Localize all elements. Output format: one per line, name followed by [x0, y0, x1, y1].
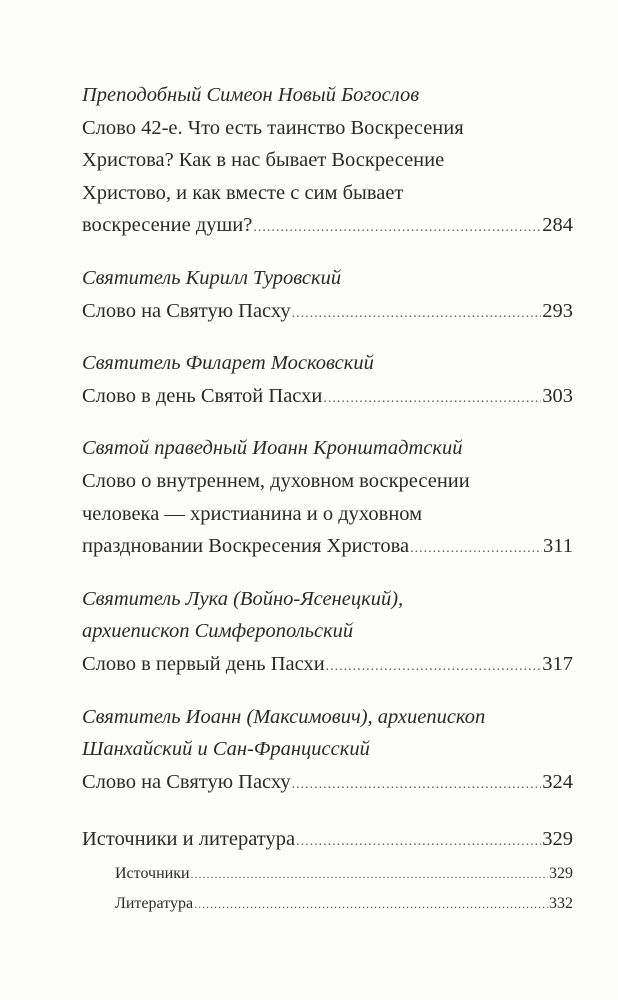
sources-title: Источники и литература [82, 828, 296, 851]
entry-title-leader[interactable] [82, 295, 573, 331]
entry-author: Святитель Лука (Войно-Ясенецкий), [82, 587, 404, 610]
entry-title-leader[interactable] [82, 648, 573, 684]
dot-leader [292, 298, 542, 331]
toc-entry [82, 583, 573, 684]
entry-title-line: Христова? Как в нас бывает Воскресение [82, 149, 445, 172]
page-number: 324 [542, 770, 573, 793]
entry-title-leader[interactable] [82, 380, 573, 416]
page-number: 293 [542, 299, 573, 322]
toc-entry [82, 262, 573, 330]
entry-title-line: Слово 42-е. Что есть таинство Воскресения [82, 116, 464, 139]
entry-title-line: человека — христианина и о духовном [82, 502, 423, 525]
sources-subentry[interactable] [82, 859, 573, 889]
sources-subentry[interactable] [82, 889, 573, 919]
toc-entry [82, 79, 573, 245]
page-number: 329 [549, 864, 573, 882]
entry-title-line: Слово на Святую Пасху [82, 299, 291, 322]
entry-title-line: Слово на Святую Пасху [82, 770, 291, 793]
entry-author: Святитель Иоанн (Максимович), архиепископ [82, 705, 486, 728]
dot-leader [194, 889, 548, 919]
dot-leader [191, 859, 548, 889]
entry-author: Святитель Кирилл Туровский [82, 266, 342, 289]
entry-title-line: воскресение души? [82, 214, 253, 237]
entry-author: Святитель Филарет Московский [82, 352, 374, 375]
sources-entry[interactable] [82, 823, 573, 859]
page-number: 332 [549, 894, 573, 912]
subentry-title: Литература [115, 894, 194, 912]
entry-author: Шанхайский и Сан-Францисский [82, 738, 370, 761]
toc-entry [82, 701, 573, 802]
toc-entry [82, 432, 573, 565]
dot-leader [292, 769, 542, 802]
subentry-title: Источники [115, 864, 190, 882]
page-number: 284 [542, 214, 573, 237]
page-number: 303 [542, 384, 573, 407]
entry-title-line: Слово в первый день Пасхи [82, 652, 325, 675]
dot-leader [323, 383, 541, 416]
entry-title-line: праздновании Воскресения Христова [82, 535, 410, 558]
entry-author: Святой праведный Иоанн Кронштадтский [82, 437, 463, 460]
entry-title-line: Христово, и как вместе с сим бывает [82, 181, 404, 204]
entry-title-line: Слово о внутреннем, духовном воскресении [82, 469, 470, 492]
entry-title-leader[interactable] [82, 530, 573, 566]
entry-author: архиепископ Симферопольский [82, 620, 354, 643]
toc-entry [82, 347, 573, 415]
page-number: 329 [542, 828, 573, 851]
page-number: 311 [543, 535, 573, 558]
dot-leader [410, 533, 542, 566]
dot-leader [326, 651, 542, 684]
entry-title-leader[interactable] [82, 766, 573, 802]
dot-leader [253, 212, 541, 245]
entry-title-leader[interactable] [82, 209, 573, 245]
page-number: 317 [542, 652, 573, 675]
sources-section [82, 823, 573, 919]
table-of-contents [82, 79, 573, 936]
entry-title-line: Слово в день Святой Пасхи [82, 384, 323, 407]
entry-author: Преподобный Симеон Новый Богослов [82, 84, 420, 106]
dot-leader [296, 826, 541, 859]
